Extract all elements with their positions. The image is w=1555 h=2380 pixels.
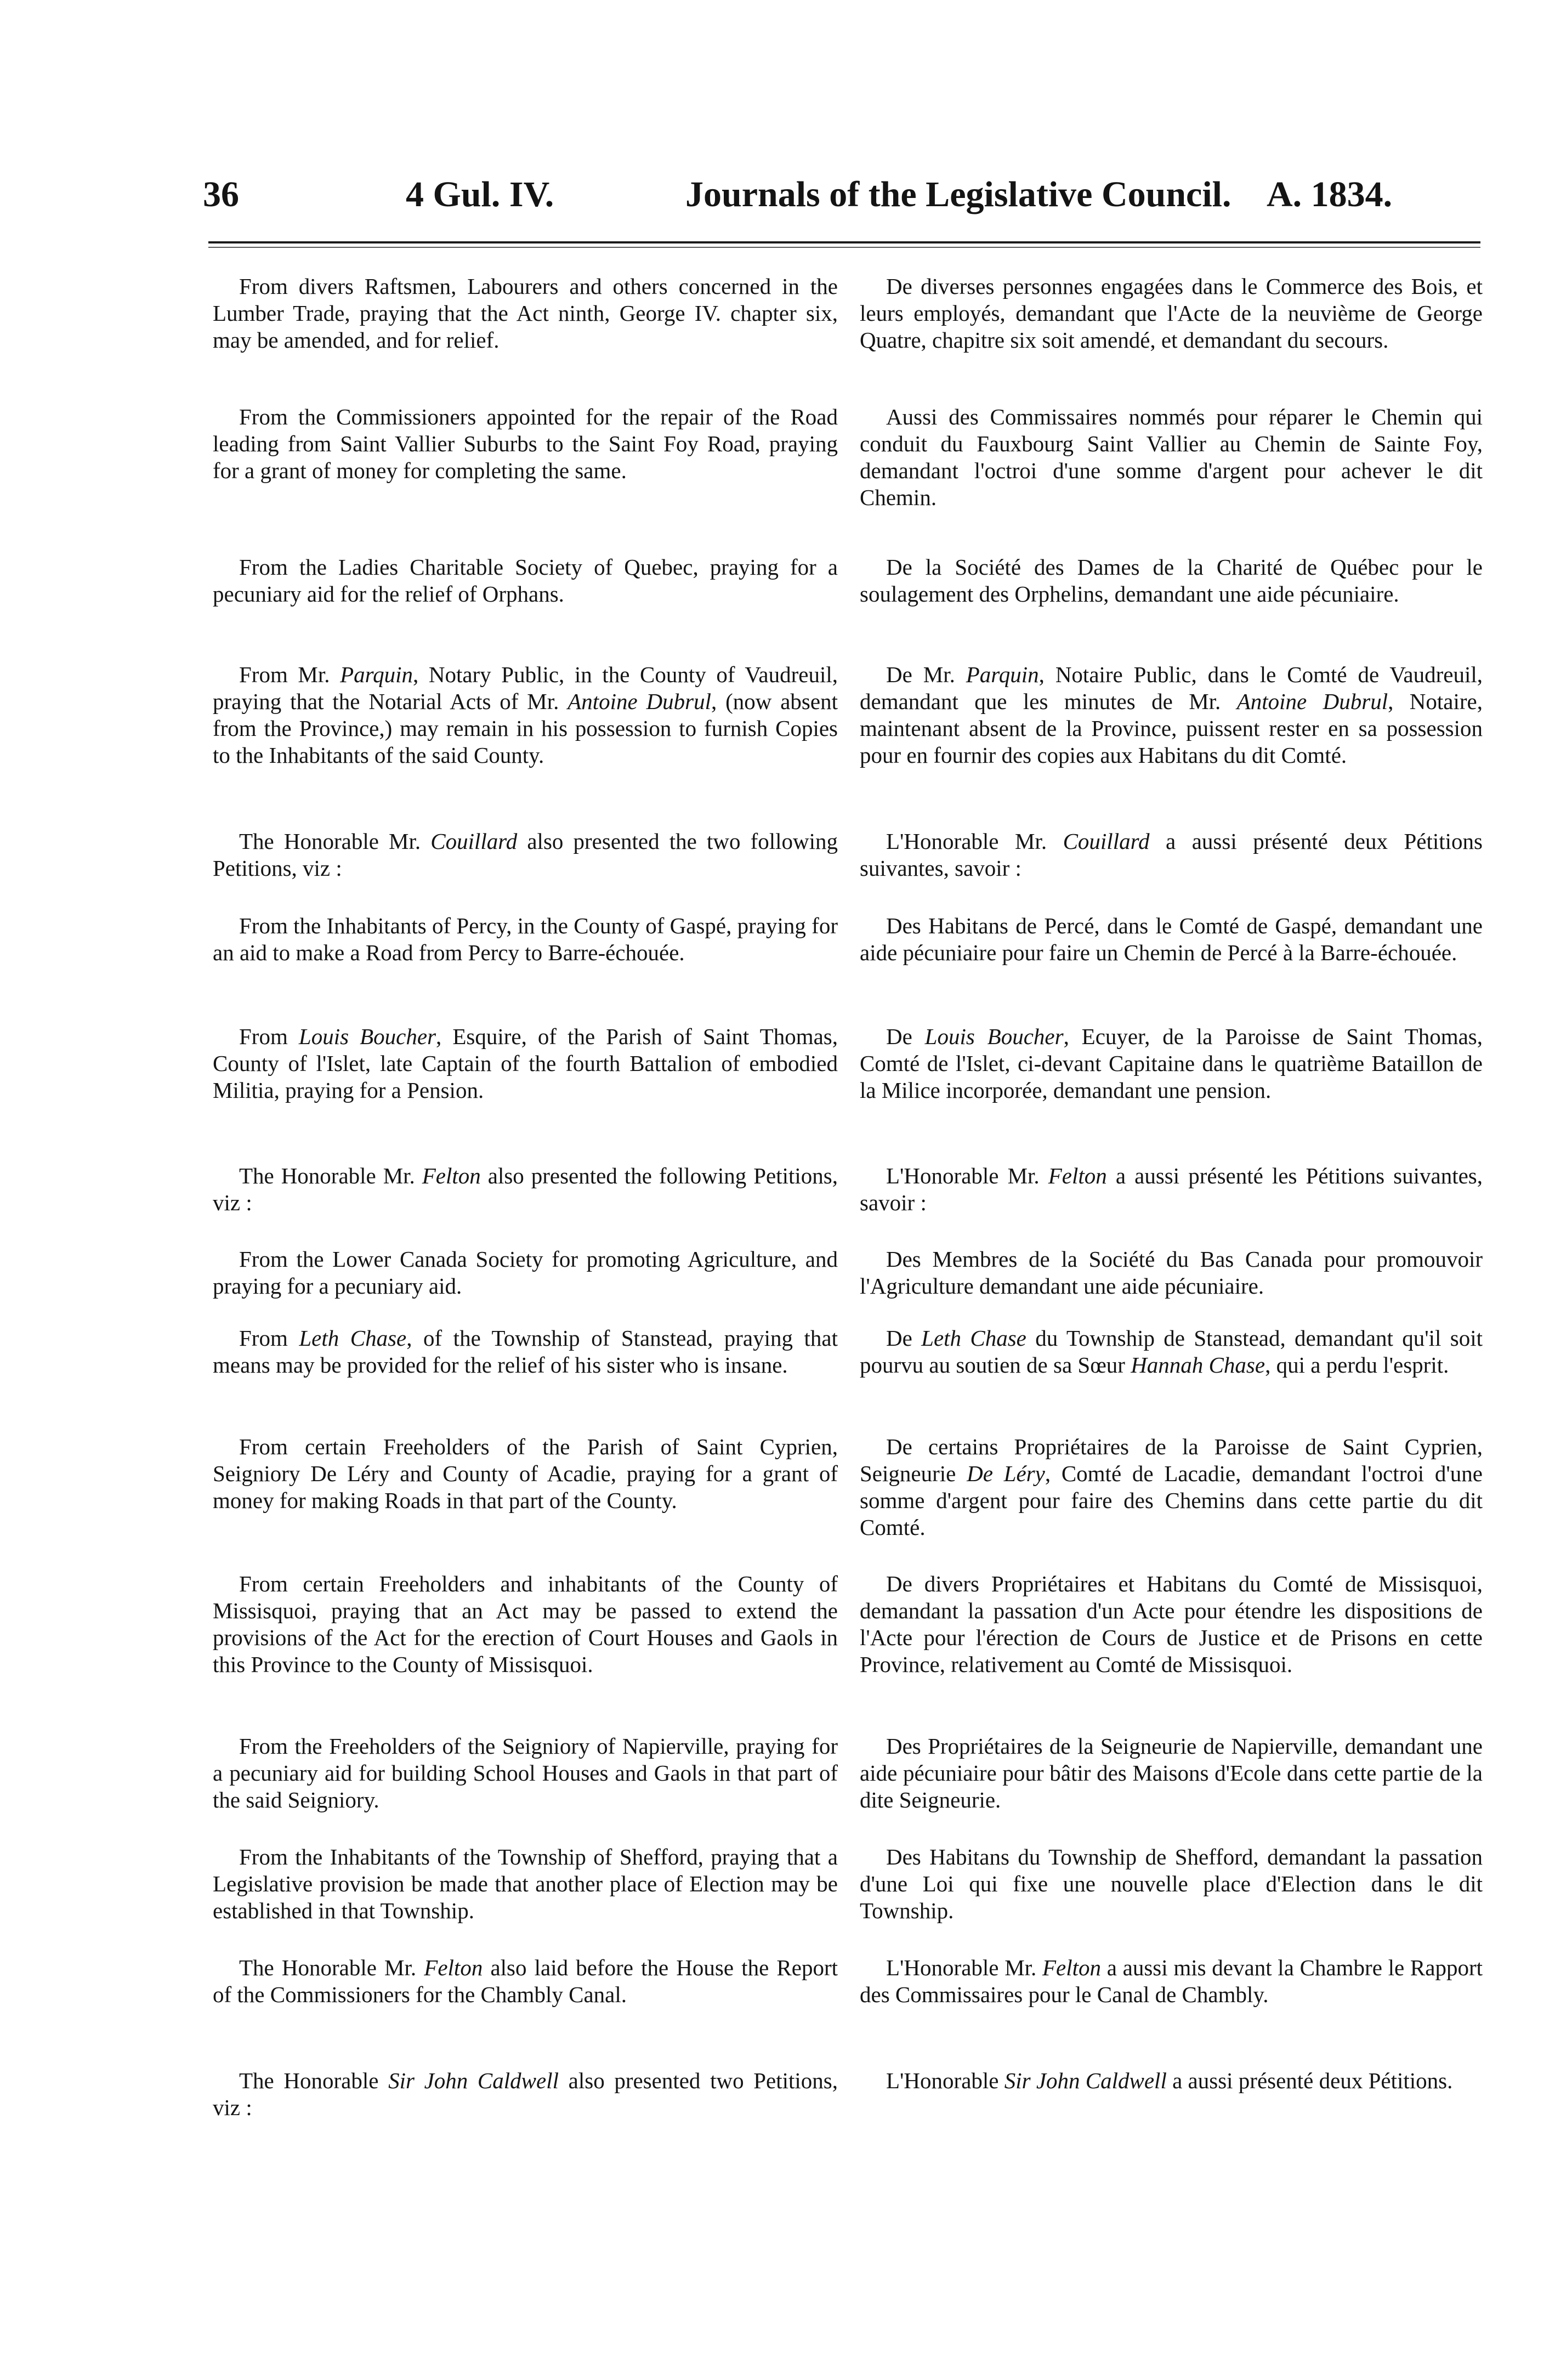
paragraph-text: The Honorable Mr. Felton also presented the following Petitions, viz : xyxy=(213,1163,838,1215)
paragraph-text: Des Habitans de Percé, dans le Comté de Gaspé, demandant une aide pécuniaire pour faire un Chemin de Percé à la Barre-échouée. xyxy=(860,913,1483,965)
french-paragraph xyxy=(860,1733,1483,1814)
paragraph-text: De certains Propriétaires de la Paroisse de Saint Cyprien, Seigneurie De Léry, Comté de Lacadie, demandant l'octroi d'une somme d'argent pour faire des Chemins dans cette partie du dit Comté. xyxy=(860,1434,1483,1540)
paragraph-text: The Honorable Mr. Felton also laid before the House the Report of the Commissioners for the Chambly Canal. xyxy=(213,1955,838,2007)
french-paragraph xyxy=(860,1163,1483,1216)
english-paragraph xyxy=(213,1733,838,1814)
paragraph-text: De Mr. Parquin, Notaire Public, dans le Comté de Vaudreuil, demandant que les minutes de Mr. Antoine Dubrul, Notaire, maintenant absent de la Province, puissent rester en sa possession pour en fournir des copies aux Habitans du dit Comté. xyxy=(860,662,1483,768)
paragraph-text: From Mr. Parquin, Notary Public, in the County of Vaudreuil, praying that the Notarial Acts of Mr. Antoine Dubrul, (now absent from the Province,) may remain in his possession to furnish Copies to the Inhabitants of the said County. xyxy=(213,662,838,768)
french-paragraph xyxy=(860,1954,1483,2008)
english-paragraph xyxy=(213,913,838,966)
english-paragraph xyxy=(213,1163,838,1216)
paragraph-text: From the Freeholders of the Seigniory of Napierville, praying for a pecuniary aid for building School Houses and Gaols in that part of the said Seigniory. xyxy=(213,1733,838,1812)
paragraph-text: L'Honorable Sir John Caldwell a aussi présenté deux Pétitions. xyxy=(886,2068,1453,2093)
paragraph-text: From certain Freeholders and inhabitants of the County of Missisquoi, praying that an Act may be passed to extend the provisions of the Act for the erection of Court Houses and Gaols in this Province to the County of Missisquoi. xyxy=(213,1571,838,1677)
paragraph-text: Des Habitans du Township de Shefford, demandant la passation d'une Loi qui fixe une nouvelle place d'Election dans le dit Township. xyxy=(860,1844,1483,1923)
paragraph-text: Des Propriétaires de la Seigneurie de Napierville, demandant une aide pécuniaire pour bâtir des Maisons d'Ecole dans cette partie de la dite Seigneurie. xyxy=(860,1733,1483,1812)
french-paragraph xyxy=(860,828,1483,882)
french-paragraph xyxy=(860,661,1483,769)
paragraph-text: From divers Raftsmen, Labourers and others concerned in the Lumber Trade, praying that the Act ninth, George IV. chapter six, may be amended, and for relief. xyxy=(213,274,838,353)
french-paragraph xyxy=(860,1571,1483,1678)
paragraph-text: The Honorable Mr. Couillard also presented the two following Petitions, viz : xyxy=(213,829,838,881)
regnal-year: 4 Gul. IV. xyxy=(406,174,554,214)
paragraph-text: De la Société des Dames de la Charité de Québec pour le soulagement des Orphelins, demandant une aide pécuniaire. xyxy=(860,554,1483,607)
paragraph-text: De Leth Chase du Township de Stanstead, demandant qu'il soit pourvu au soutien de sa Sœur Hannah Chase, qui a perdu l'esprit. xyxy=(860,1325,1483,1378)
english-paragraph xyxy=(213,1571,838,1678)
french-paragraph xyxy=(860,1023,1483,1104)
running-header xyxy=(203,165,1486,230)
paragraph-text: L'Honorable Mr. Felton a aussi présenté les Pétitions suivantes, savoir : xyxy=(860,1163,1483,1215)
english-paragraph xyxy=(213,828,838,882)
french-paragraph xyxy=(860,1246,1483,1300)
french-paragraph xyxy=(860,404,1483,511)
french-paragraph xyxy=(860,1844,1483,1924)
paragraph-text: From the Inhabitants of Percy, in the County of Gaspé, praying for an aid to make a Road from Percy to Barre-échouée. xyxy=(213,913,838,965)
english-paragraph xyxy=(213,554,838,608)
paragraph-text: L'Honorable Mr. Felton a aussi mis devant la Chambre le Rapport des Commissaires pour le Canal de Chambly. xyxy=(860,1955,1483,2007)
english-paragraph xyxy=(213,1433,838,1514)
paragraph-text: From the Ladies Charitable Society of Quebec, praying for a pecuniary aid for the relief of Orphans. xyxy=(213,554,838,607)
paragraph-text: Des Membres de la Société du Bas Canada pour promouvoir l'Agriculture demandant une aide pécuniaire. xyxy=(860,1246,1483,1299)
paragraph-text: From the Lower Canada Society for promoting Agriculture, and praying for a pecuniary aid. xyxy=(213,1246,838,1299)
paragraph-text: The Honorable Sir John Caldwell also presented two Petitions, viz : xyxy=(213,2068,838,2120)
paragraph-text: From Louis Boucher, Esquire, of the Parish of Saint Thomas, County of l'Islet, late Captain of the fourth Battalion of embodied Militia, praying for a Pension. xyxy=(213,1024,838,1103)
french-paragraph xyxy=(860,273,1483,354)
paragraph-text: From the Inhabitants of the Township of Shefford, praying that a Legislative provision be made that another place of Election may be established in that Township. xyxy=(213,1844,838,1923)
paragraph-text: L'Honorable Mr. Couillard a aussi présenté deux Pétitions suivantes, savoir : xyxy=(860,829,1483,881)
french-paragraph xyxy=(860,2067,1483,2094)
english-paragraph xyxy=(213,1023,838,1104)
paragraph-text: From the Commissioners appointed for the repair of the Road leading from Saint Vallier Suburbs to the Saint Foy Road, praying for a grant of money for completing the same. xyxy=(213,404,838,483)
paragraph-text: De divers Propriétaires et Habitans du Comté de Missisquoi, demandant la passation d'un Acte pour étendre les dispositions de l'Acte pour l'érection de Cours de Justice et de Prisons en cette Province, relativement au Comté de Missisquoi. xyxy=(860,1571,1483,1677)
french-paragraph xyxy=(860,913,1483,966)
english-paragraph xyxy=(213,1325,838,1379)
paragraph-text: Aussi des Commissaires nommés pour réparer le Chemin qui conduit du Fauxbourg Saint Vallier au Chemin de Sainte Foy, demandant l'octroi d'une somme d'argent pour achever le dit Chemin. xyxy=(860,404,1483,510)
english-paragraph xyxy=(213,1246,838,1300)
paragraph-text: From certain Freeholders of the Parish of Saint Cyprien, Seigniory De Léry and County of Acadie, praying for a grant of money for making Roads in that part of the County. xyxy=(213,1434,838,1513)
calendar-year: A. 1834. xyxy=(1267,174,1393,214)
paragraph-text: De diverses personnes engagées dans le Commerce des Bois, et leurs employés, demandant que l'Acte de la neuvième de George Quatre, chapitre six soit amendé, et demandant du secours. xyxy=(860,274,1483,353)
french-paragraph xyxy=(860,1433,1483,1541)
english-paragraph xyxy=(213,2067,838,2121)
english-paragraph xyxy=(213,1954,838,2008)
header-rule xyxy=(208,241,1480,243)
english-paragraph xyxy=(213,1844,838,1924)
paragraph-text: From Leth Chase, of the Township of Stanstead, praying that means may be provided for the relief of his sister who is insane. xyxy=(213,1325,838,1378)
english-paragraph xyxy=(213,661,838,769)
french-paragraph xyxy=(860,1325,1483,1379)
journal-title: Journals of the Legislative Council. xyxy=(685,174,1231,214)
french-paragraph xyxy=(860,554,1483,608)
english-paragraph xyxy=(213,404,838,484)
paragraph-text: De Louis Boucher, Ecuyer, de la Paroisse de Saint Thomas, Comté de l'Islet, ci-devant Capitaine dans le quatrième Bataillon de la Milice incorporée, demandant une pension. xyxy=(860,1024,1483,1103)
english-paragraph xyxy=(213,273,838,354)
header-rule-thin xyxy=(208,247,1480,248)
page-number: 36 xyxy=(203,174,239,214)
